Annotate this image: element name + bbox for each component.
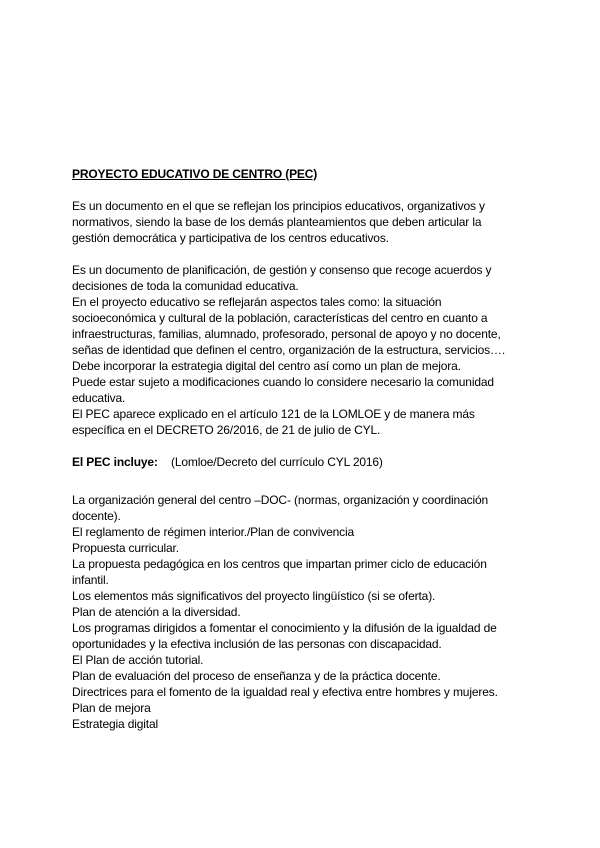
list-item: Plan de mejora <box>72 701 151 715</box>
document-content <box>72 166 542 732</box>
document-title: PROYECTO EDUCATIVO DE CENTRO (PEC) <box>72 167 318 181</box>
list-item: Directrices para el fomento de la igualdad real y efectiva entre hombres y mujeres. <box>72 685 498 699</box>
text-line: Debe incorporar la estrategia digital del centro así como un plan de mejora. <box>72 359 461 373</box>
text-line: gestión democrática y participativa de los centros educativos. <box>72 231 389 245</box>
list-item: La organización general del centro –DOC- (normas, organización y coordinación <box>72 493 489 507</box>
text-line: normativos, siendo la base de los demás planteamientos que deben articular la <box>72 215 482 229</box>
list-item: oportunidades y la efectiva inclusión de las personas con discapacidad. <box>72 637 442 651</box>
body-paragraph <box>72 262 542 438</box>
text-line: específica en el DECRETO 26/2016, de 21 de julio de CYL. <box>72 423 381 437</box>
text-line: Puede estar sujeto a modificaciones cuando lo considere necesario la comunidad <box>72 375 494 389</box>
text-line: infraestructuras, familias, alumnado, profesorado, personal de apoyo y no docente, <box>72 327 501 341</box>
text-line: decisiones de toda la comunidad educativa. <box>72 279 299 293</box>
text-line: socioeconómica y cultural de la población, características del centro en cuanto a <box>72 311 488 325</box>
text-line: Es un documento de planificación, de gestión y consenso que recoge acuerdos y <box>72 263 492 277</box>
includes-heading <box>72 454 542 470</box>
list-item: El Plan de acción tutorial. <box>72 653 204 667</box>
list-item: Los elementos más significativos del proyecto lingüístico (si se oferta). <box>72 589 436 603</box>
list-item: Estrategia digital <box>72 717 159 731</box>
text-line: educativa. <box>72 391 126 405</box>
list-item: Los programas dirigidos a fomentar el conocimiento y la difusión de la igualdad de <box>72 621 497 635</box>
list-item: infantil. <box>72 573 109 587</box>
text-line: Es un documento en el que se reflejan los principios educativos, organizativos y <box>72 199 485 213</box>
list-item: El reglamento de régimen interior./Plan de convivencia <box>72 525 355 539</box>
list-item: Plan de evaluación del proceso de enseñanza y de la práctica docente. <box>72 669 441 683</box>
list-item: Propuesta curricular. <box>72 541 179 555</box>
text-line: señas de identidad que definen el centro, organización de la estructura, servicios…. <box>72 343 506 357</box>
includes-list <box>72 492 542 732</box>
list-item: docente). <box>72 509 121 523</box>
includes-note: (Lomloe/Decreto del currículo CYL 2016) <box>170 455 383 469</box>
includes-label: El PEC incluye: <box>72 455 158 469</box>
intro-paragraph <box>72 198 542 246</box>
text-line: El PEC aparece explicado en el artículo 121 de la LOMLOE y de manera más <box>72 407 475 421</box>
text-line: En el proyecto educativo se reflejarán aspectos tales como: la situación <box>72 295 442 309</box>
list-item: Plan de atención a la diversidad. <box>72 605 241 619</box>
list-item: La propuesta pedagógica en los centros que impartan primer ciclo de educación <box>72 557 487 571</box>
